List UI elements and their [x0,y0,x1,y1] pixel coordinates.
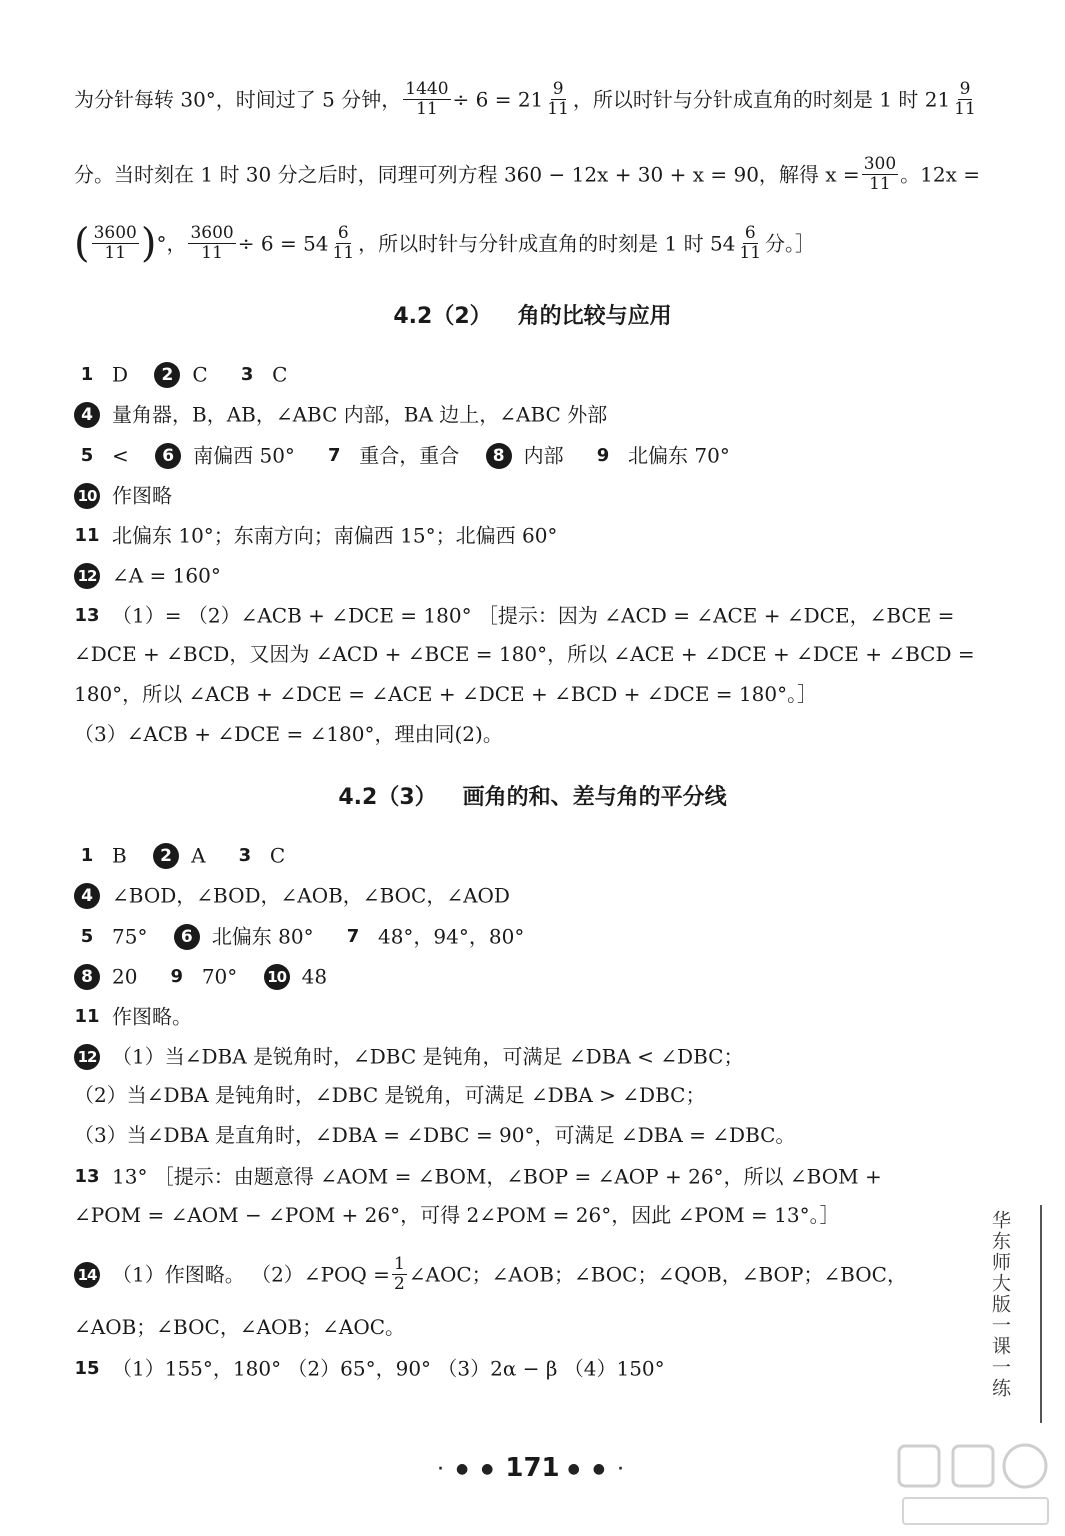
answer-row: 8 20 9 70° 10 48 [74,960,953,992]
decor-dots-icon: ● ● · [567,1460,628,1477]
intro-line-2: 分。当时刻在 1 时 30 分之后时，同理可列方程 360 − 12x + 30 + x = 90，解得 x = $\frac{300}{11}$ 。12x = [74,154,980,194]
answer-row: 5 < 6 南偏西 50° 7 重合，重合 8 内部 9 北偏东 70° [80,443,730,468]
answer-continuation: （3）当∠DBA 是直角时，∠DBA = ∠DBC = 90°，可满足 ∠DBA = ∠DBC。 [74,1123,796,1147]
answer-row: 13 13° ［提示：由题意得 ∠AOM = ∠BOM，∠BOP = ∠AOP + 26°，所以 ∠BOM + [74,1164,882,1189]
answer-row: 5 75° 6 北偏东 80° 7 48°，94°，80° [80,924,525,949]
answer-row: 10 作图略 [74,479,953,511]
section-heading-4-2-2: 4.2（2） 角的比较与应用 [393,304,672,329]
fraction: $\frac{9}{11}$ [547,79,569,119]
answer-row: 14 （1）作图略。 （2）∠POQ = $\frac{1}{2}$ ∠AOC；∠AOB；∠BOC；∠QOB，∠BOP；∠BOC， [74,1255,953,1294]
answer-continuation: ∠POM = ∠AOM − ∠POM + 26°，可得 2∠POM = 26°，因此 ∠POM = 13°。］ [74,1203,840,1227]
side-divider [1040,1205,1042,1423]
section-heading-4-2-3: 4.2（3） 画角的和、差与角的平分线 [338,785,727,810]
answer-continuation: 180°，所以 ∠ACB + ∠DCE = ∠ACE + ∠DCE + ∠BCD + ∠DCE = 180°。］ [74,682,818,706]
answer-row: 12 ∠A = 160° [74,559,953,591]
intro-line-3: ( $\frac{3600}{11}$ )°， $\frac{3600}{11}$ ÷ 6 = 54 $\frac{6}{11}$ ，所以时针与分针成直角的时刻是 1 时 54 $\frac{6}{11}$ 分。］ [74,220,816,267]
fraction: $\frac{3600}{11}$ [190,223,234,263]
answer-row: 11 北偏东 10°；东南方向；南偏西 15°；北偏西 60° [74,523,558,548]
answer-row: 4 量角器，B，AB，∠ABC 内部，BA 边上，∠ABC 外部 [74,398,953,430]
fraction: $\frac{300}{11}$ [863,154,897,194]
fraction: $\frac{1440}{11}$ [405,79,449,119]
watermark-logo-icon [895,1440,1055,1530]
fraction: $\frac{3600}{11}$ [93,223,137,263]
answer-continuation: ∠AOB；∠BOC，∠AOB；∠AOC。 [74,1315,406,1339]
fraction: $\frac{1}{2}$ [393,1254,405,1294]
answer-row: 12 （1）当∠DBA 是锐角时，∠DBC 是钝角，可满足 ∠DBA < ∠DBC； [74,1040,953,1072]
decor-dots-icon: · ● ● [437,1460,498,1477]
answer-row: 1 D 2 C 3 C [80,362,288,387]
side-book-label: 华东师大版一课一练 [989,1210,1011,1399]
fraction: $\frac{9}{11}$ [954,79,976,119]
fraction: $\frac{6}{11}$ [739,223,762,263]
answer-continuation: （3）∠ACB + ∠DCE = ∠180°，理由同(2)。 [74,722,503,746]
answer-row: 4 ∠BOD，∠BOD，∠AOB，∠BOC，∠AOD [74,879,953,911]
page-number: · ● ● 171 ● ● · [437,1453,628,1483]
answer-row: 11 作图略。 [74,1004,192,1029]
answer-continuation: （2）当∠DBA 是钝角时，∠DBC 是锐角，可满足 ∠DBA > ∠DBC； [74,1083,706,1107]
answer-continuation: ∠DCE + ∠BCD，又因为 ∠ACD + ∠BCE = 180°，所以 ∠ACE + ∠DCE + ∠DCE + ∠BCD = [74,642,975,666]
answer-row: 15 （1）155°，180° （2）65°，90° （3）2α − β （4）150° [74,1356,665,1381]
intro-line-1: 为分针每转 30°，时间过了 5 分钟， $\frac{1440}{11}$ ÷ 6 = 21 $\frac{9}{11}$ ，所以时针与分针成直角的时刻是 1 时 21 $\frac{9}{11}$ [74,79,976,119]
answer-row: 13 （1）= （2）∠ACB + ∠DCE = 180° ［提示：因为 ∠ACD = ∠ACE + ∠DCE，∠BCE = [74,603,955,628]
answer-row: 1 B 2 A 3 C [80,843,286,868]
fraction: $\frac{6}{11}$ [332,223,355,263]
